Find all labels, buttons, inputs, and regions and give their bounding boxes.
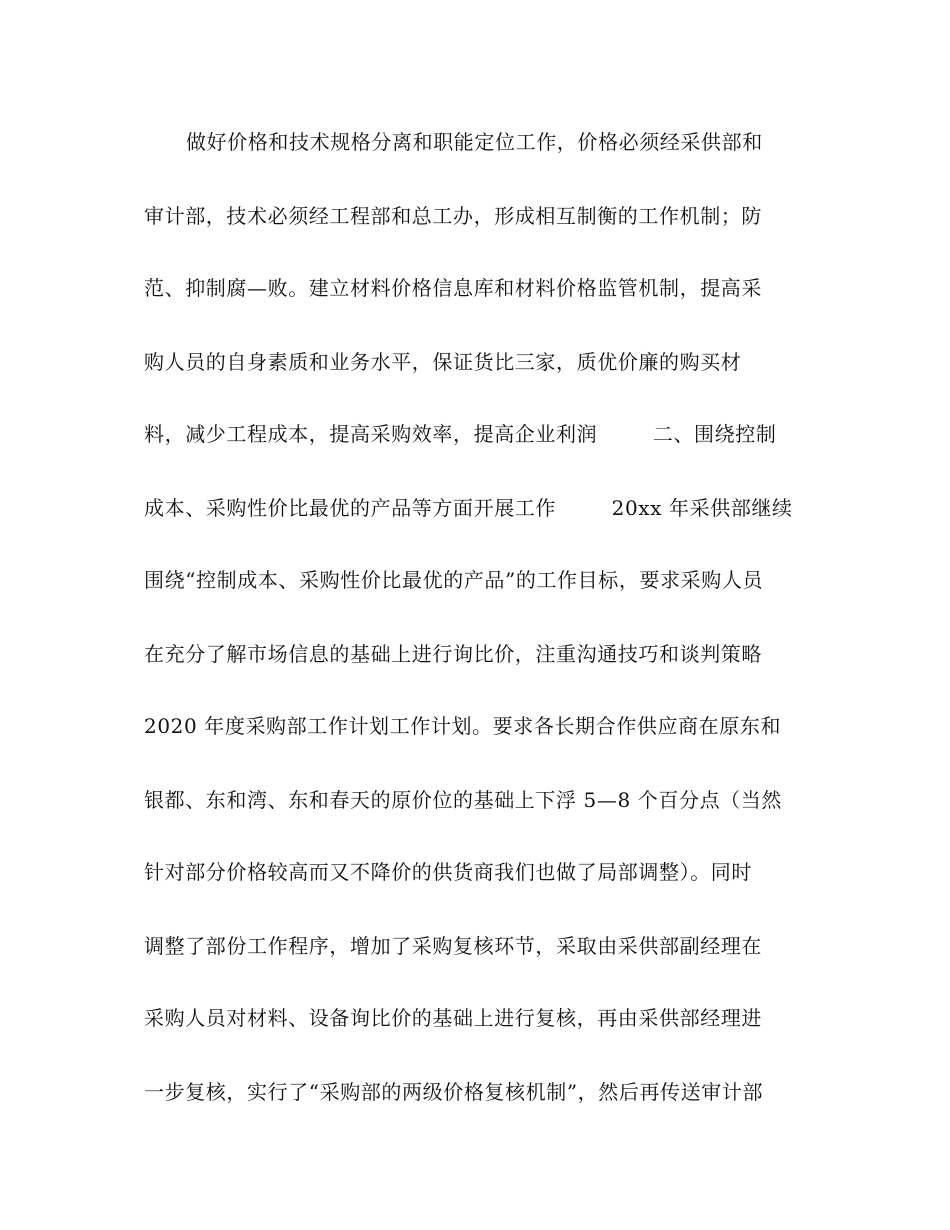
paragraph-line: 购人员的自身素质和业务水平，保证货比三家，质优价廉的购买材 — [144, 350, 742, 374]
paragraph-line: 料，减少工程成本，提高采购效率，提高企业利润 二、围绕控制 — [144, 422, 777, 446]
paragraph-line: 一步复核，实行了“采购部的两级价格复核机制”，然后再传送审计部 — [144, 1080, 764, 1104]
paragraph-line: 针对部分价格较高而又不降价的供货商我们也做了局部调整）。同时 — [144, 860, 752, 884]
paragraph-line: 成本、采购性价比最优的产品等方面开展工作 20xx 年采供部继续 — [144, 496, 793, 520]
paragraph-line: 围绕“控制成本、采购性价比最优的产品”的工作目标，要求采购人员 — [144, 568, 764, 592]
paragraph-line: 在充分了解市场信息的基础上进行询比价，注重沟通技巧和谈判策略 — [144, 642, 762, 666]
paragraph-line: 调整了部份工作程序，增加了采购复核环节，采取由采供部副经理在 — [144, 934, 762, 958]
paragraph-line: 范、抑制腐—败。建立材料价格信息库和材料价格监管机制，提高采 — [144, 276, 762, 300]
paragraph-line: 2020 年度采购部工作计划工作计划。要求各长期合作供应商在原东和 — [144, 714, 782, 738]
paragraph-line: 审计部，技术必须经工程部和总工办，形成相互制衡的工作机制；防 — [144, 204, 762, 228]
paragraph-line: 银都、东和湾、东和春天的原价位的基础上下浮 5—8 个百分点（当然 — [144, 788, 782, 812]
paragraph-line: 做好价格和技术规格分离和职能定位工作，价格必须经采供部和 — [186, 130, 763, 154]
paragraph-line: 采购人员对材料、设备询比价的基础上进行复核，再由采供部经理进 — [144, 1006, 762, 1030]
